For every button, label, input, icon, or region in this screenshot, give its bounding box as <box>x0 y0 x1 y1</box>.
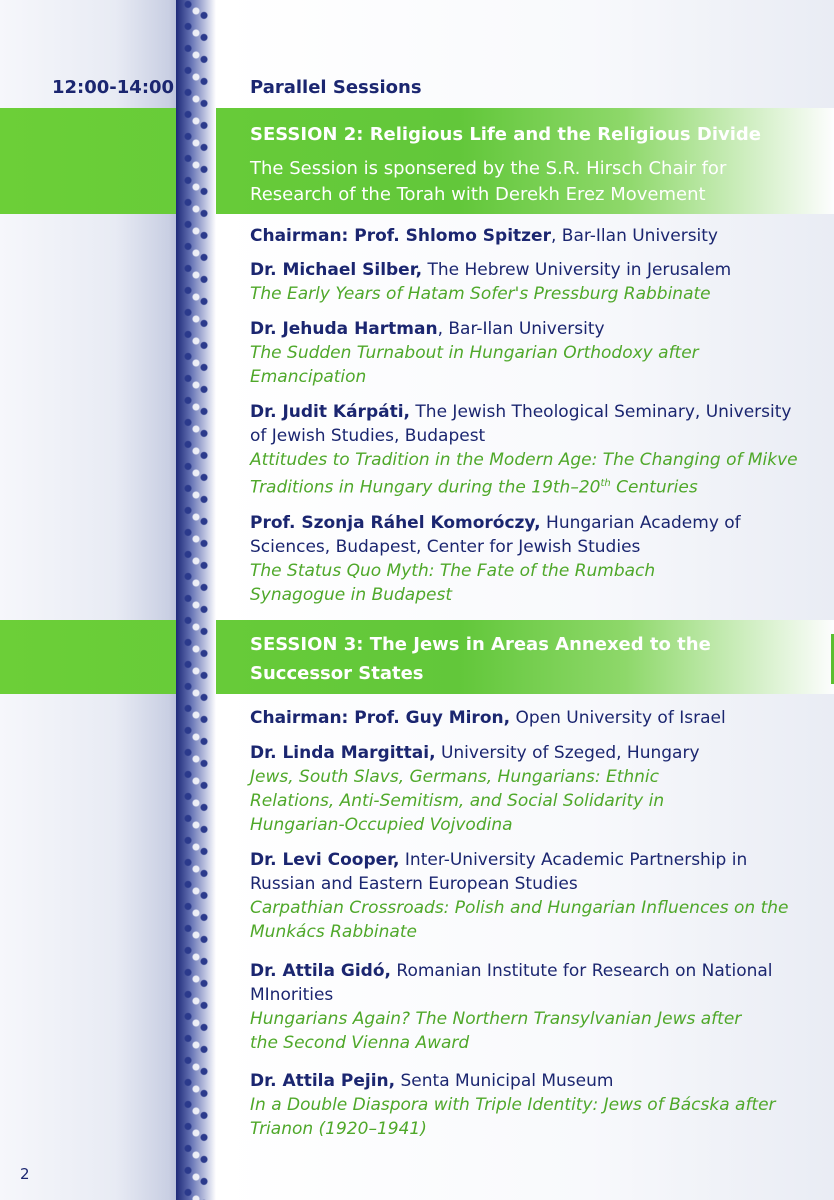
talk-title-superscript: th <box>600 478 611 489</box>
speaker-name: Dr. Judit Kárpáti, <box>250 402 410 422</box>
talk-title: The Sudden Turnabout in Hungarian Orthodoxy after Emancipation <box>250 343 699 387</box>
speaker-entry <box>250 258 810 306</box>
speaker-name: Dr. Jehuda Hartman <box>250 319 438 339</box>
chair-affiliation: , Bar-Ilan University <box>550 226 718 246</box>
speaker-affiliation: Senta Municipal Museum <box>395 1071 614 1091</box>
speaker-affiliation: Romanian Institute for Research on National MInorities <box>250 961 773 1005</box>
session-time: 12:00-14:00 <box>52 77 175 98</box>
chair-name: Chairman: Prof. Shlomo Spitzer <box>250 226 551 246</box>
speaker-entry <box>250 511 810 607</box>
speaker-affiliation: , Bar-Ilan University <box>437 319 605 339</box>
session-3-chair <box>250 706 810 730</box>
session-2-sponsor-line-1: The Session is sponsered by the S.R. Hirsch Chair for <box>250 158 727 179</box>
decorative-ornament-strip <box>176 0 216 1200</box>
talk-title: In a Double Diaspora with Triple Identity: Jews of Bácska after Trianon (1920–1941) <box>250 1095 776 1139</box>
talk-title: Carpathian Crossroads: Polish and Hungarian Influences on the Munkács Rabbinate <box>250 898 789 942</box>
speaker-entry <box>250 317 810 389</box>
speaker-entry <box>250 741 810 837</box>
talk-title-text: Attitudes to Tradition in the Modern Age: The Changing of Mikve Traditions in Hungary during the 19th–20 <box>250 450 798 498</box>
speaker-affiliation: Hungarian Academy of Sciences, Budapest, Center for Jewish Studies <box>250 513 741 557</box>
session-2-sponsor-line-2: Research of the Torah with Derekh Erez Movement <box>250 184 706 205</box>
session-2-chair <box>250 224 810 248</box>
speaker-entry <box>250 959 810 1055</box>
page-number: 2 <box>20 1165 30 1183</box>
speaker-name: Dr. Michael Silber, <box>250 260 423 280</box>
talk-title: The Early Years of Hatam Sofer's Pressburg Rabbinate <box>250 284 711 304</box>
speaker-affiliation: University of Szeged, Hungary <box>435 743 700 763</box>
speaker-name: Prof. Szonja Ráhel Komoróczy, <box>250 513 541 533</box>
speaker-affiliation: The Hebrew University in Jerusalem <box>422 260 732 280</box>
talk-title: Hungarians Again? The Northern Transylvanian Jews after the Second Vienna Award <box>250 1009 742 1053</box>
speaker-entry <box>250 848 810 944</box>
talk-title <box>250 448 810 500</box>
talk-title: The Status Quo Myth: The Fate of the Rumbach Synagogue in Budapest <box>250 561 656 605</box>
chair-affiliation: Open University of Israel <box>510 708 726 728</box>
session-3-title-line-2: Successor States <box>250 663 424 684</box>
talk-title-text-end: Centuries <box>610 477 698 498</box>
session-3-title-line-1: SESSION 3: The Jews in Areas Annexed to the <box>250 634 711 655</box>
talk-title: Jews, South Slavs, Germans, Hungarians: Ethnic Relations, Anti-Semitism, and Social Solidarity in Hungarian-Occupied Vojvodina <box>250 767 665 835</box>
speaker-name: Dr. Linda Margittai, <box>250 743 436 763</box>
speaker-name: Dr. Attila Pejin, <box>250 1071 396 1091</box>
speaker-entry <box>250 400 810 500</box>
page-title: Parallel Sessions <box>250 77 422 98</box>
speaker-name: Dr. Attila Gidó, <box>250 961 391 981</box>
chair-name: Chairman: Prof. Guy Miron, <box>250 708 511 728</box>
speaker-name: Dr. Levi Cooper, <box>250 850 400 870</box>
session-2-title: SESSION 2: Religious Life and the Religious Divide <box>250 124 762 145</box>
speaker-affiliation: Inter-University Academic Partnership in Russian and Eastern European Studies <box>250 850 748 894</box>
speaker-affiliation: The Jewish Theological Seminary, University of Jewish Studies, Budapest <box>250 402 792 446</box>
speaker-entry <box>250 1069 810 1141</box>
